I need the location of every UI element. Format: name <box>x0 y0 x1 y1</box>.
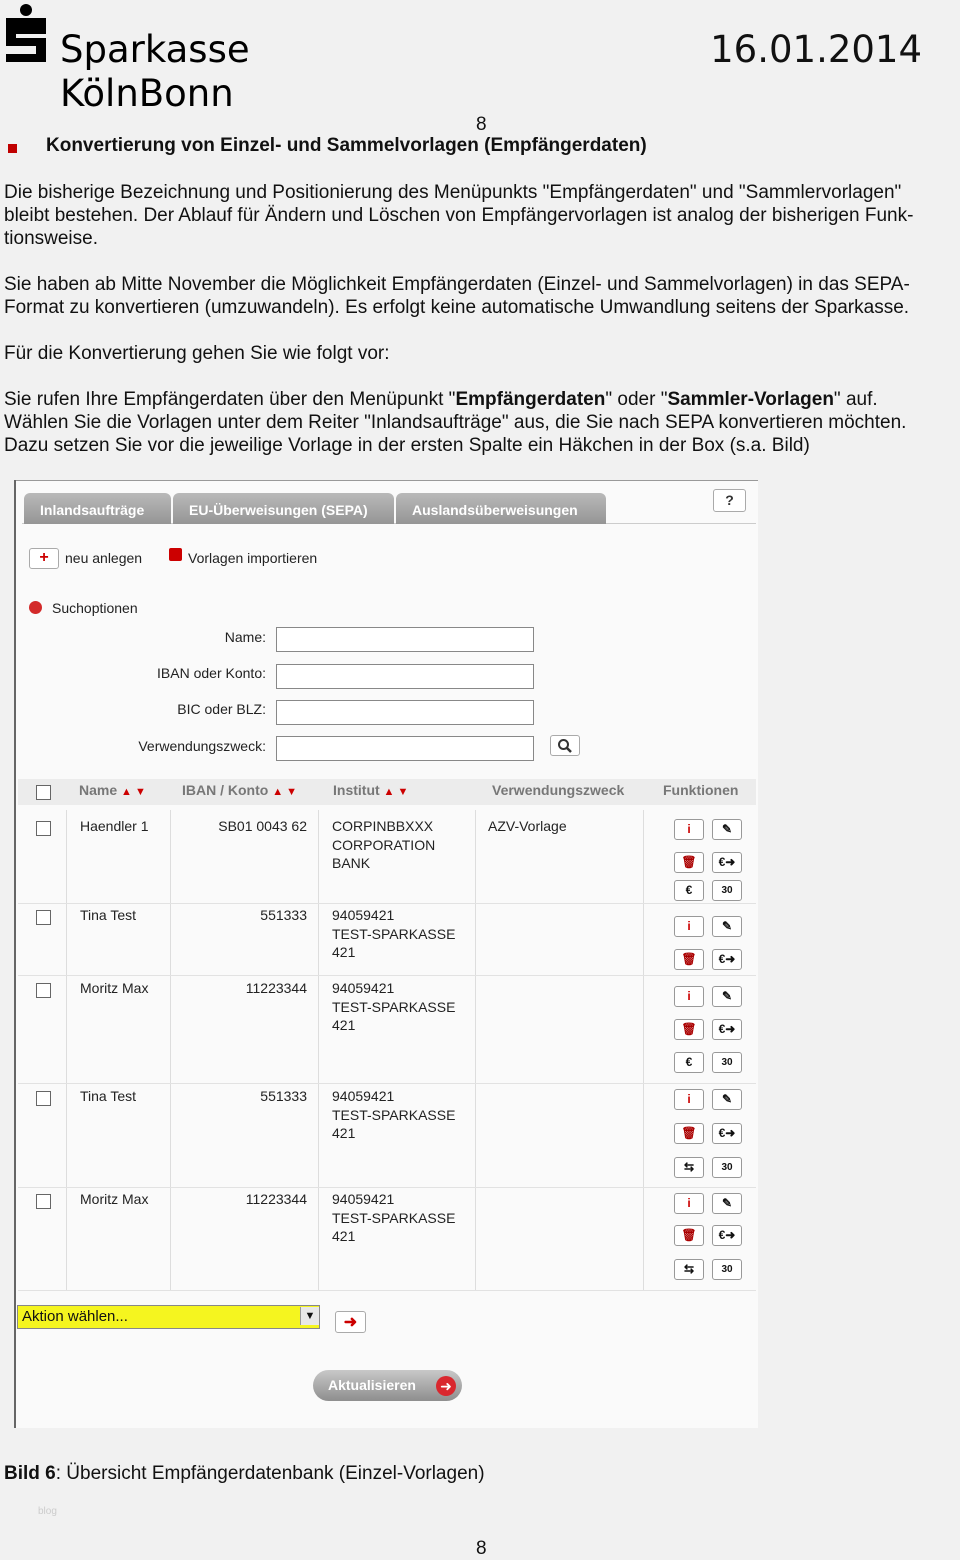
tab-eu-ueberweisungen[interactable]: EU-Überweisungen (SEPA) <box>173 493 394 524</box>
paragraph-2: Sie haben ab Mitte November die Möglichkeit Empfängerdaten (Einzel- und Sammelvorlagen) in das SEPA- Format zu konvertieren (umzuwandeln). Es erfolgt keine automatische Umwandlung seitens der Sparkasse. <box>4 274 910 318</box>
row-konto: SB01 0043 62 <box>218 818 307 834</box>
trash-icon: 🗑 <box>681 1126 697 1140</box>
transfer-button[interactable] <box>712 1225 742 1246</box>
purpose-input[interactable] <box>276 736 534 761</box>
transfer-icon: €➜ <box>718 1228 736 1242</box>
page-number-top: 8 <box>476 114 487 135</box>
convert-button[interactable] <box>674 1157 704 1178</box>
divider <box>14 480 758 481</box>
divider <box>14 480 16 1428</box>
section-title: Konvertierung von Einzel- und Sammelvorlagen (Empfängerdaten) <box>46 135 647 156</box>
info-button[interactable]: i <box>674 916 704 937</box>
edit-icon: ✎ <box>721 989 733 1003</box>
divider <box>170 810 171 1290</box>
edit-icon: ✎ <box>721 1196 733 1210</box>
transfer-icon: €➜ <box>718 855 736 869</box>
info-button[interactable]: i <box>674 986 704 1007</box>
row-institut: 94059421 TEST-SPARKASSE 421 <box>332 907 456 960</box>
delete-button[interactable] <box>674 852 704 873</box>
schedule-button[interactable]: 30 <box>712 1259 742 1280</box>
edit-button[interactable] <box>712 1089 742 1110</box>
convert-button[interactable] <box>674 1259 704 1280</box>
trash-icon: 🗑 <box>681 952 697 966</box>
row-institut: CORPINBBXXX CORPORATION BANK <box>332 818 436 871</box>
name-input[interactable] <box>276 627 534 652</box>
edit-button[interactable] <box>712 986 742 1007</box>
divider <box>643 810 644 1290</box>
row-institut: 94059421 TEST-SPARKASSE 421 <box>332 1191 456 1244</box>
tab-inlandsauftraege[interactable]: Inlandsaufträge <box>24 493 171 524</box>
delete-button[interactable] <box>674 949 704 970</box>
transfer-button[interactable] <box>712 949 742 970</box>
row-institut: 94059421 TEST-SPARKASSE 421 <box>332 980 456 1033</box>
trash-icon: 🗑 <box>681 1022 697 1036</box>
column-functions: Funktionen <box>663 782 739 798</box>
row-konto: 11223344 <box>245 980 307 996</box>
row-konto: 551333 <box>260 907 307 923</box>
arrow-right-icon: ➜ <box>343 1314 358 1331</box>
import-icon <box>169 548 182 561</box>
delete-button[interactable] <box>674 1019 704 1040</box>
row-konto: 551333 <box>260 1088 307 1104</box>
tab-auslandsueberweisungen[interactable]: Auslandsüberweisungen <box>396 493 606 524</box>
row-purpose: AZV-Vorlage <box>488 818 567 834</box>
row-name: Moritz Max <box>80 980 149 996</box>
row-institut: 94059421 TEST-SPARKASSE 421 <box>332 1088 456 1141</box>
column-institut[interactable]: Institut ▲ ▼ <box>333 782 409 798</box>
page-number-bottom: 8 <box>476 1538 487 1559</box>
schedule-button[interactable]: 30 <box>712 880 742 901</box>
edit-button[interactable] <box>712 819 742 840</box>
brand-name: Sparkasse <box>60 28 250 71</box>
divider <box>18 975 756 976</box>
row-checkbox[interactable] <box>36 983 51 998</box>
iban-label: IBAN oder Konto: <box>157 665 266 681</box>
row-checkbox[interactable] <box>36 910 51 925</box>
paragraph-3: Für die Konvertierung gehen Sie wie folgt vor: <box>4 343 390 364</box>
plus-icon: + <box>39 549 49 566</box>
divider <box>18 1187 756 1188</box>
new-template-link[interactable]: neu anlegen <box>65 550 143 566</box>
info-button[interactable]: i <box>674 819 704 840</box>
transfer-button[interactable] <box>712 852 742 873</box>
convert-icon: ⇆ <box>683 1262 695 1276</box>
transfer-icon: €➜ <box>718 952 736 966</box>
convert-icon: ⇆ <box>683 1160 695 1174</box>
sort-icon[interactable]: ▲ ▼ <box>121 786 146 798</box>
help-button[interactable]: ? <box>713 489 746 512</box>
search-icon <box>557 738 573 754</box>
schedule-button[interactable]: 30 <box>712 1157 742 1178</box>
info-button[interactable]: i <box>674 1193 704 1214</box>
divider <box>18 903 756 904</box>
row-checkbox[interactable] <box>36 821 51 836</box>
edit-icon: ✎ <box>721 1092 733 1106</box>
edit-icon: ✎ <box>721 822 733 836</box>
row-checkbox[interactable] <box>36 1194 51 1209</box>
row-checkbox[interactable] <box>36 1091 51 1106</box>
watermark: blog <box>38 1506 57 1517</box>
divider <box>18 1290 756 1291</box>
divider <box>18 1083 756 1084</box>
bic-label: BIC oder BLZ: <box>177 701 266 717</box>
search-options-toggle[interactable]: Suchoptionen <box>52 600 138 616</box>
column-iban[interactable]: IBAN / Konto ▲ ▼ <box>182 782 298 798</box>
column-purpose: Verwendungszweck <box>492 782 625 798</box>
trash-icon: 🗑 <box>681 855 697 869</box>
delete-button[interactable] <box>674 1123 704 1144</box>
row-name: Tina Test <box>80 1088 137 1104</box>
divider <box>318 810 319 1290</box>
import-templates-link[interactable]: Vorlagen importieren <box>188 550 318 566</box>
iban-input[interactable] <box>276 664 534 689</box>
name-label: Name: <box>224 629 266 645</box>
purpose-label: Verwendungszweck: <box>138 738 266 754</box>
row-konto: 11223344 <box>245 1191 307 1207</box>
update-button[interactable]: Aktualisieren <box>313 1370 462 1401</box>
brand-region: KölnBonn <box>60 72 234 115</box>
document-date: 16.01.2014 <box>710 28 922 71</box>
sparkasse-logo-icon <box>2 4 50 62</box>
transfer-button[interactable] <box>712 1123 742 1144</box>
euro-button[interactable]: € <box>674 880 704 901</box>
figure-caption: Bild 6: Übersicht Empfängerdatenbank (Einzel-Vorlagen) <box>4 1463 485 1484</box>
delete-button[interactable] <box>674 1225 704 1246</box>
trash-icon: 🗑 <box>681 1228 697 1242</box>
paragraph-1: Die bisherige Bezeichnung und Positionierung des Menüpunkts "Empfängerdaten" und "Sammlervorlagen" bleibt bestehen. Der Ablauf für Ändern und Löschen von Empfängervorlagen ist analog der bisherigen Funk- tionsweise. <box>4 182 914 249</box>
chevron-down-icon[interactable]: ▼ <box>300 1307 319 1325</box>
edit-button[interactable] <box>712 1193 742 1214</box>
bic-input[interactable] <box>276 700 534 725</box>
euro-button[interactable]: € <box>674 1052 704 1073</box>
divider <box>66 810 67 1290</box>
action-select[interactable]: Aktion wählen... <box>17 1305 320 1329</box>
edit-icon: ✎ <box>721 919 733 933</box>
row-name: Haendler 1 <box>80 818 149 834</box>
search-button[interactable] <box>550 735 580 756</box>
schedule-button[interactable]: 30 <box>712 1052 742 1073</box>
collapse-icon[interactable] <box>29 601 42 614</box>
row-name: Tina Test <box>80 907 137 923</box>
paragraph-4: Sie rufen Ihre Empfängerdaten über den Menüpunkt "Empfängerdaten" oder "Sammler-Vorlagen" auf. Wählen Sie die Vorlagen unter dem Reiter "Inlandsaufträge" aus, die Sie nach SEPA konvertieren möchten. Dazu setzen Sie vor die jeweilige Vorlage in der ersten Spalte ein Häkchen in der Box (s.a. Bild) <box>4 389 907 456</box>
edit-button[interactable] <box>712 916 742 937</box>
transfer-icon: €➜ <box>718 1126 736 1140</box>
execute-action-button[interactable] <box>335 1311 366 1333</box>
sort-icon[interactable]: ▲ ▼ <box>272 786 298 798</box>
select-all-checkbox[interactable] <box>36 785 51 800</box>
column-name[interactable]: Name ▲ ▼ <box>79 782 146 798</box>
transfer-icon: €➜ <box>718 1022 736 1036</box>
row-name: Moritz Max <box>80 1191 149 1207</box>
bullet-square-icon <box>8 144 17 153</box>
divider <box>475 810 476 1290</box>
info-button[interactable]: i <box>674 1089 704 1110</box>
add-button[interactable] <box>29 548 59 569</box>
transfer-button[interactable] <box>712 1019 742 1040</box>
sort-icon[interactable]: ▲ ▼ <box>383 786 409 798</box>
arrow-right-circle-icon[interactable]: ➜ <box>436 1376 456 1396</box>
